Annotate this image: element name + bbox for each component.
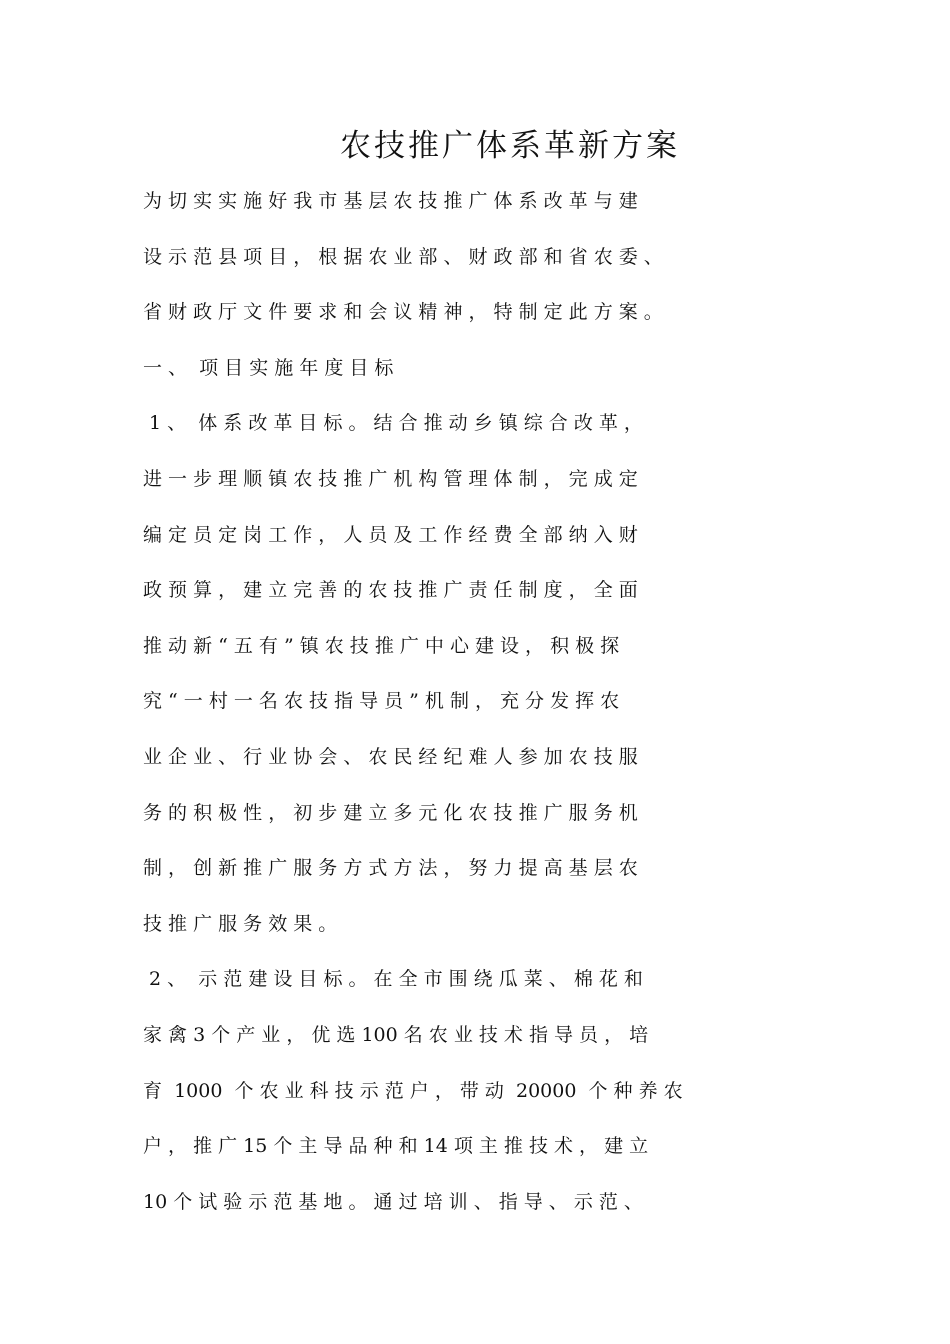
- body-line: 制 ， 创 新 推 广 服 务 方 式 方 法 ， 努 力 提 高 基 层 农: [143, 857, 638, 880]
- body-line: 户 ， 推 广 15 个 主 导 品 种 和 14 项 主 推 技 术 ， 建 立: [143, 1135, 649, 1158]
- body-line: 推 动 新 “ 五 有 ” 镇 农 技 推 广 中 心 建 设 ， 积 极 探: [143, 634, 620, 657]
- body-line: 家 禽 3 个 产 业 ， 优 选 100 名 农 业 技 术 指 导 员 ， 培: [143, 1024, 649, 1046]
- body-line: 10 个 试 验 示 范 基 地 。 通 过 培 训 、 指 导 、 示 范 、: [143, 1190, 643, 1213]
- body-line: 1 、 体 系 改 革 目 标 。 结 合 推 动 乡 镇 综 合 改 革 ，: [143, 412, 643, 435]
- body-line: 究 “ 一 村 一 名 农 技 指 导 员 ” 机 制 ， 充 分 发 挥 农: [143, 690, 620, 713]
- body-line: 进 一 步 理 顺 镇 农 技 推 广 机 构 管 理 体 制 ， 完 成 定: [143, 468, 638, 490]
- body-line: 务 的 积 极 性 ， 初 步 建 立 多 元 化 农 技 推 广 服 务 机: [143, 801, 638, 824]
- body-line: 设 示 范 县 项 目 ， 根 据 农 业 部 、 财 政 部 和 省 农 委 、: [143, 245, 663, 268]
- body-line: 一 、 项 目 实 施 年 度 目 标: [143, 356, 394, 379]
- body-line: 编 定 员 定 岗 工 作 ， 人 员 及 工 作 经 费 全 部 纳 入 财: [143, 523, 638, 546]
- body-line: 政 预 算 ， 建 立 完 善 的 农 技 推 广 责 任 制 度 ， 全 面: [143, 579, 638, 602]
- body-line: 为 切 实 实 施 好 我 市 基 层 农 技 推 广 体 系 改 革 与 建: [143, 190, 638, 212]
- document-title: 农技推广体系革新方案: [340, 128, 680, 164]
- body-line: 业 企 业 、 行 业 协 会 、 农 民 经 纪 难 人 参 加 农 技 服: [143, 746, 638, 768]
- body-line: 省 财 政 厅 文 件 要 求 和 会 议 精 神 ， 特 制 定 此 方 案 。: [143, 301, 663, 324]
- body-line: 育 1000 个 农 业 科 技 示 范 户 ， 带 动 20000 个 种 养 农: [143, 1079, 683, 1102]
- body-line: 2 、 示 范 建 设 目 标 。 在 全 市 围 绕 瓜 菜 、 棉 花 和: [143, 968, 643, 991]
- body-line: 技 推 广 服 务 效 果 。: [143, 912, 338, 935]
